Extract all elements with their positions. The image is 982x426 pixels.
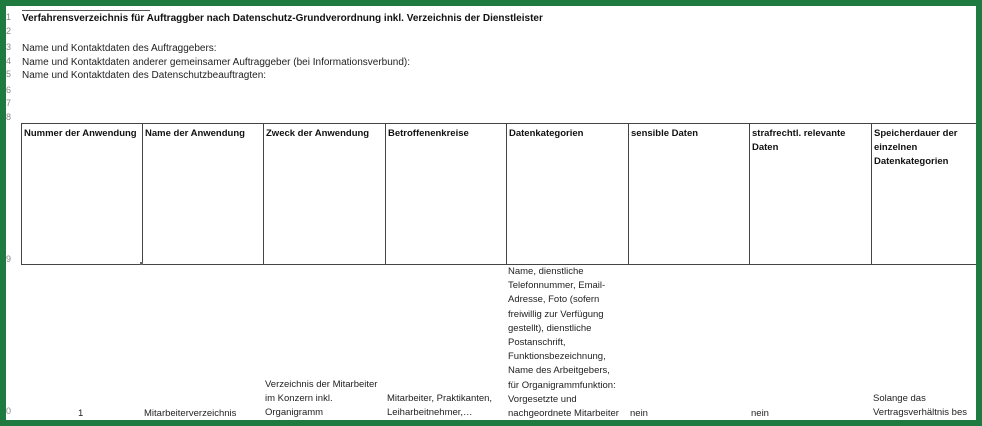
cell-betroffene: Mitarbeiter, Praktikanten, Leiharbeitnehmer,… bbox=[387, 393, 493, 419]
header-speicherdauer: Speicherdauer der einzelnen Datenkategorien bbox=[871, 123, 976, 265]
speicherdauer-text: Solange das Vertragsverhältnis bes bbox=[873, 393, 967, 419]
auftraggeber-line: Name und Kontaktdaten des Auftraggebers: bbox=[22, 43, 217, 54]
header-zweck: Zweck der Anwendung bbox=[263, 123, 385, 265]
title-rule bbox=[22, 10, 150, 11]
cell-name: Mitarbeiterverzeichnis bbox=[144, 408, 237, 419]
weitere-auftraggeber-line: Name und Kontaktdaten anderer gemeinsamer Auftraggeber (bei Informationsverbund): bbox=[22, 57, 411, 68]
row-number: 4 bbox=[6, 56, 12, 66]
header-sensibel: sensible Daten bbox=[628, 123, 749, 265]
row-number: 5 bbox=[6, 69, 12, 79]
cell-handle bbox=[140, 262, 143, 265]
row-number: 7 bbox=[6, 98, 12, 108]
row-number: 8 bbox=[6, 112, 12, 122]
row-number: 0 bbox=[6, 406, 12, 416]
document-title: Verfahrensverzeichnis für Auftraggber nach Datenschutz-Grundverordnung inkl. Verzeichnis der Dienstleister bbox=[22, 13, 543, 24]
cell-zweck: Verzeichnis der Mitarbeiter im Konzern inkl. Organigramm bbox=[265, 379, 378, 419]
row-number: 3 bbox=[6, 42, 12, 52]
header-datenkategorien: Datenkategorien bbox=[506, 123, 628, 265]
header-strafrechtl: strafrechtl. relevante Daten bbox=[749, 123, 871, 265]
cell-strafrechtl: nein bbox=[751, 408, 769, 419]
row-number: 6 bbox=[6, 85, 12, 95]
cell-sensibel: nein bbox=[630, 408, 648, 419]
cell-datenkategorien: Name, dienstliche Telefonnummer, Email-Adresse, Foto (sofern freiwillig zur Verfügung gestellt), dienstliche Postanschrift, Funktionsbezeichnung, Name des Arbeitgebers, für Organigrammfunktion: Vorgesetzte und nachgeordnete Mitarbeiter bbox=[508, 266, 619, 420]
cell-nummer: 1 bbox=[78, 408, 84, 419]
datenschutzbeauftragter-line: Name und Kontaktdaten des Datenschutzbeauftragten: bbox=[22, 70, 267, 81]
spreadsheet-page bbox=[6, 6, 976, 420]
row-number: 1 bbox=[6, 12, 12, 22]
cell-speicherdauer bbox=[873, 392, 976, 420]
row-number: 2 bbox=[6, 26, 12, 36]
header-name: Name der Anwendung bbox=[142, 123, 263, 265]
header-nummer: Nummer der Anwendung bbox=[21, 123, 142, 265]
header-betroffene: Betroffenenkreise bbox=[385, 123, 506, 265]
row-number: 9 bbox=[6, 254, 12, 264]
